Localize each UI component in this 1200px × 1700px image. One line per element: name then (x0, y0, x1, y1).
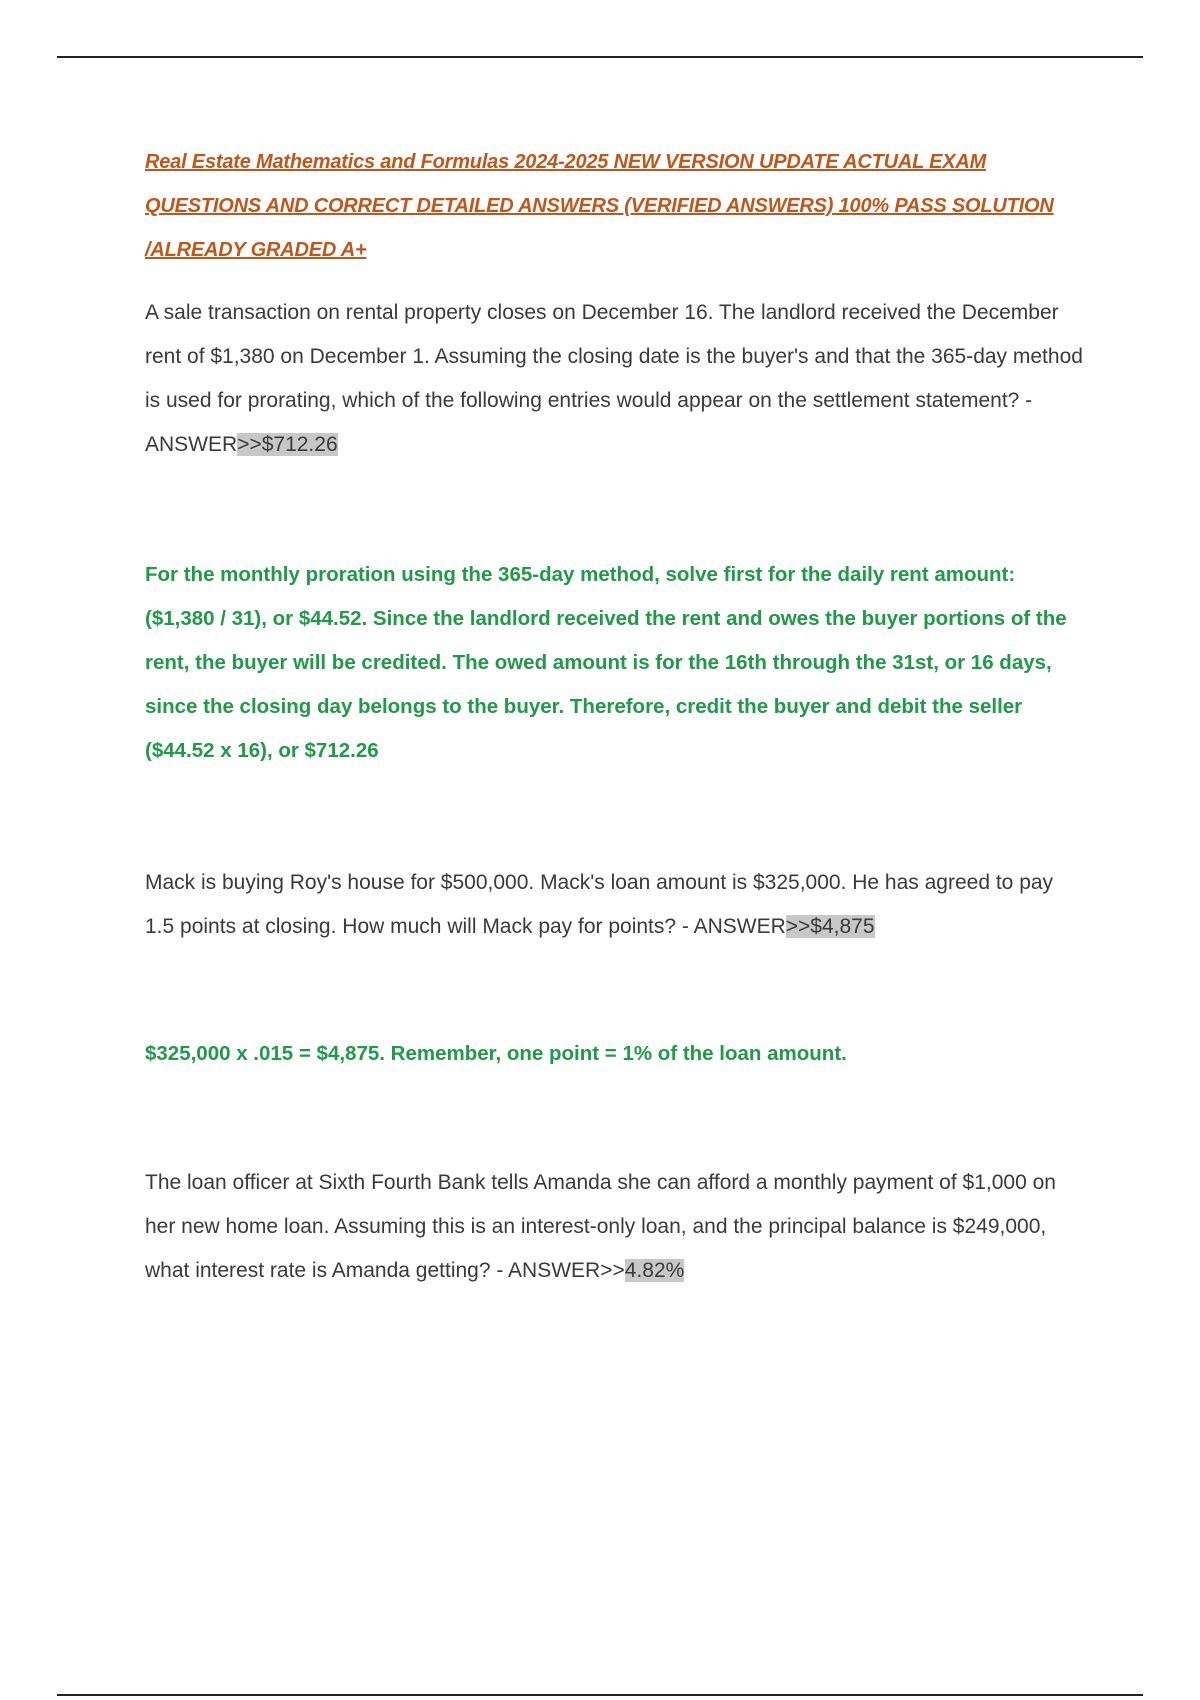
question-2 (145, 861, 1085, 949)
answer-3-value: 4.82% (624, 1259, 685, 1282)
bottom-rule (57, 1694, 1143, 1696)
explanation-1: For the monthly proration using the 365-day method, solve first for the daily rent amount: ($1,380 / 31), or $44.52. Since the landlord received the rent and owes the buyer portions of the rent, the buyer will be credited. The owed amount is for the 16th through the 31st, or 16 days, since the closing day belongs to the buyer. Therefore, credit the buyer and debit the seller ($44.52 x 16), or $712.26 (145, 563, 1067, 762)
question-1 (145, 291, 1085, 467)
question-1-text: A sale transaction on rental property closes on December 16. The landlord received the December rent of $1,380 on December 1. Assuming the closing date is the buyer's and that the 365-day method is used for prorating, which of the following entries would appear on the settlement statement? - ANSWER (145, 301, 1083, 456)
top-rule (57, 56, 1143, 58)
answer-1-prefix: >> (237, 433, 262, 456)
answer-2-prefix: >> (785, 915, 811, 938)
question-3-text: The loan officer at Sixth Fourth Bank tells Amanda she can afford a monthly payment of $1,000 on her new home loan. Assuming this is an interest-only loan, and the principal balance is $249,000, what interest rate is Amanda getting? - ANSWER>> (145, 1171, 1056, 1282)
answer-1-highlight (237, 433, 337, 456)
answer-2-value: $4,875 (810, 915, 875, 938)
question-2-text: Mack is buying Roy's house for $500,000. Mack's loan amount is $325,000. He has agreed to pay 1.5 points at closing. How much will Mack pay for points? - ANSWER (145, 871, 1054, 938)
explanation-2: $325,000 x .015 = $4,875. Remember, one point = 1% of the loan amount. (145, 1042, 847, 1065)
document-title: Real Estate Mathematics and Formulas 2024-2025 NEW VERSION UPDATE ACTUAL EXAM QUESTIONS AND CORRECT DETAILED ANSWERS (VERIFIED ANSWERS) 100% PASS SOLUTION /ALREADY GRADED A+ (145, 151, 1054, 261)
answer-2-highlight (786, 915, 875, 938)
answer-1-value: $712.26 (261, 433, 338, 456)
question-3 (145, 1161, 1085, 1293)
